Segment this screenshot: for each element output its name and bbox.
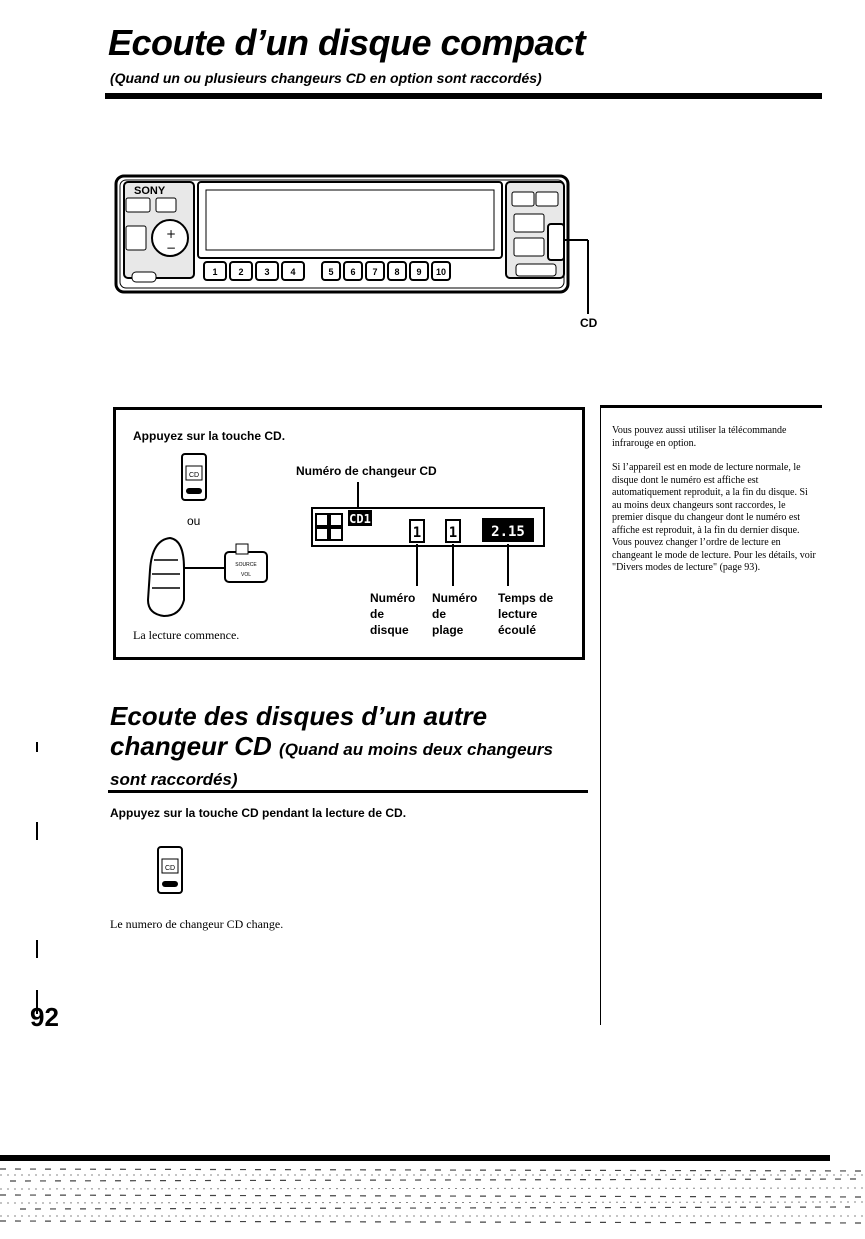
label-disc-number — [370, 590, 415, 638]
preset-2: 2 — [238, 267, 244, 277]
cd-button-icon-2 — [156, 845, 186, 897]
preset-8: 8 — [394, 267, 400, 277]
sidebar-rule — [600, 405, 822, 408]
brand-logo: SONY — [134, 185, 166, 197]
cd-button-icon — [180, 452, 210, 504]
label-elapsed-time — [498, 590, 553, 638]
svg-text:−: − — [166, 241, 177, 255]
sidebar-note-1: Vous pouvez aussi utiliser la télécommande infrarouge en option. — [612, 425, 787, 449]
remote-source-label: SOURCE — [235, 562, 257, 568]
preset-9: 9 — [416, 267, 422, 277]
car-stereo-illustration — [112, 172, 572, 297]
label-disc-line3: disque — [370, 623, 409, 637]
scan-noise — [0, 1161, 865, 1239]
page-subtitle: (Quand un ou plusieurs changeurs CD en option sont raccordés) — [110, 70, 542, 86]
cd-callout-line — [560, 238, 600, 318]
label-time-line1: Temps de — [498, 591, 554, 605]
preset-3: 3 — [264, 267, 270, 277]
display-disc: 1 — [412, 525, 422, 541]
cd-button-text: CD — [188, 472, 200, 479]
section-title — [110, 701, 553, 795]
section-instruction: Appuyez sur la touche CD pendant la lecture de CD. — [110, 806, 407, 820]
label-time-line2: lecture — [498, 607, 538, 621]
preset-1: 1 — [212, 267, 218, 277]
preset-6: 6 — [350, 267, 356, 277]
preset-5: 5 — [328, 267, 334, 277]
sidebar-notes — [612, 425, 817, 587]
preset-10: 10 — [435, 267, 447, 277]
cd-callout-label: CD — [580, 316, 598, 330]
margin-mark — [36, 822, 38, 840]
section-title-line2 — [110, 731, 553, 765]
label-time-line3: écoulé — [498, 623, 537, 637]
section-result: Le numero de changeur CD change. — [110, 917, 284, 931]
preset-4: 4 — [290, 267, 296, 277]
display-changer: CD1 — [349, 512, 371, 526]
sidebar-note-2: Si l’appareil est en mode de lecture normale, le disque dont le numéro est affiche est automatiquement reproduit, a la fin du disque. Si au moins deux changeurs sont raccordes, le premier disque du changeur dont le numéro est affiche est reproduit, à la fin du dernier disque. Vous pouvez changer l’ordre de lecture en changeant le mode de lecture. Pour les détails, voir "Divers modes de lecture" (page 93). — [612, 462, 816, 573]
label-track-line3: plage — [432, 623, 464, 637]
lcd-display — [310, 480, 550, 590]
label-disc-line1: Numéro — [370, 591, 416, 605]
label-track-number — [432, 590, 477, 638]
section-title-sub-a: (Quand au moins deux changeurs — [279, 740, 553, 759]
label-track-line2: de — [432, 607, 447, 621]
cd-button-text-2: CD — [164, 865, 176, 872]
column-divider — [600, 405, 601, 1025]
or-label: ou — [187, 514, 201, 528]
display-track: 1 — [448, 525, 458, 541]
panel-instruction: Appuyez sur la touche CD. — [133, 429, 286, 443]
section-title-line3: sont raccordés) — [110, 770, 238, 789]
section-title-line1: Ecoute des disques d’un autre — [110, 701, 488, 731]
preset-7: 7 — [372, 267, 378, 277]
page-number: 92 — [30, 1002, 59, 1032]
margin-mark — [36, 742, 38, 752]
section-title-changer: changeur CD — [110, 731, 272, 761]
header-rule — [105, 93, 822, 99]
playback-status: La lecture commence. — [133, 628, 240, 642]
margin-mark — [36, 940, 38, 958]
label-track-line1: Numéro — [432, 591, 478, 605]
label-disc-line2: de — [370, 607, 385, 621]
section-rule — [108, 790, 588, 793]
page-title: Ecoute d’un disque compact — [108, 22, 586, 63]
changer-number-label: Numéro de changeur CD — [296, 464, 437, 478]
svg-text:+: + — [166, 227, 177, 241]
remote-commander-icon — [140, 530, 280, 625]
remote-vol-label: VOL — [240, 572, 252, 578]
display-time: 2.15 — [491, 524, 525, 540]
